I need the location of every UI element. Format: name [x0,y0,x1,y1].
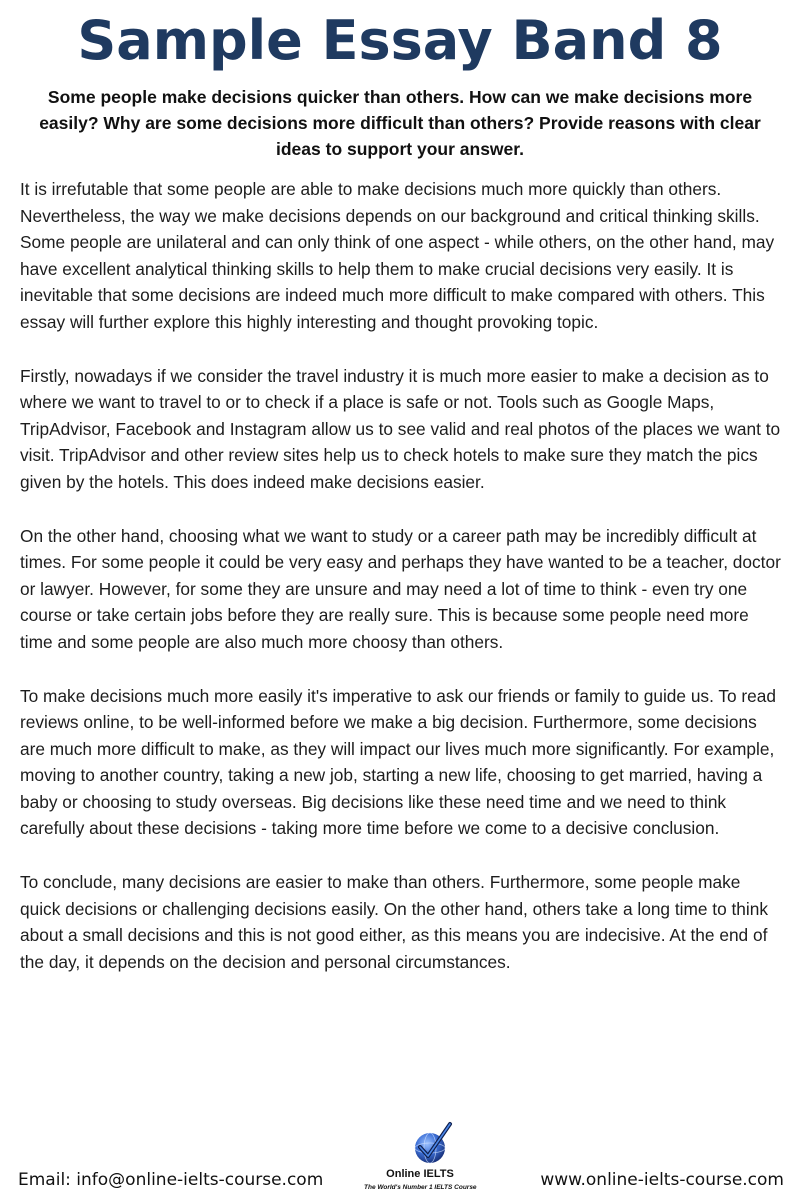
essay-paragraph-body-1: Firstly, nowadays if we consider the travel industry it is much more easier to make a decision as to where we want to travel to or to check if a place is safe or not. Tools such as Google Maps, TripAdvisor, Facebook and Instagram allow us to see valid and real photos of the places we want to visit. TripAdvisor and other review sites help us to check hotels to make sure they match the pics given by the hotels. This does indeed make decisions easier. [20,365,781,492]
essay-paragraph-body-2: On the other hand, choosing what we want to study or a career path may be incredibly difficult at times. For some people it could be very easy and perhaps they have wanted to be a teacher, doctor or lawyer. However, for some they are unsure and may need a lot of time to think - even try one course or take certain jobs before they are really sure. This is because some people need more time and some people are also much more choosy than others. [20,525,781,652]
globe-checkmark-icon [410,1120,454,1168]
online-ielts-logo [364,1118,490,1198]
essay-paragraph-introduction: It is irrefutable that some people are able to make decisions much more quickly than others. Nevertheless, the way we make decisions depends on our background and critical thinking skills. Some people are unilateral and can only think of one aspect - while others, on the other hand, may have excellent analytical thinking skills to help them to make crucial decisions very easily. It is inevitable that some decisions are indeed much more difficult to make compared with others. This essay will further explore this highly interesting and thought provoking topic. [20,179,775,332]
footer-email: Email: info@online-ielts-course.com [18,1170,324,1190]
footer-website: www.online-ielts-course.com [540,1170,784,1190]
essay-prompt: Some people make decisions quicker than others. How can we make decisions more easily? Why are some decisions more difficult than others? Provide reasons with clear ideas to support your answer. [39,87,761,159]
logo-tagline: The World's Number 1 IELTS Course [364,1184,477,1191]
essay-body [20,176,785,1002]
essay-paragraph-body-3: To make decisions much more easily it's imperative to ask our friends or family to guide us. To read reviews online, to be well-informed before we make a big decision. Furthermore, some decisions are much more difficult to make, as they will impact our lives much more significantly. For example, moving to another country, taking a new job, starting a new life, choosing to get married, having a baby or choosing to study overseas. Big decisions like these need time and we need to think carefully about these decisions - taking more time before we come to a decisive conclusion. [20,685,777,839]
page-title: Sample Essay Band 8 [77,9,723,72]
essay-paragraph-conclusion: To conclude, many decisions are easier to make than others. Furthermore, some people make quick decisions or challenging decisions easily. On the other hand, others take a long time to think about a small decisions and this is not good either, as this means you are indecisive. At the end of the day, it depends on the decision and personal circumstances. [20,872,769,972]
logo-name: Online IELTS [386,1168,454,1180]
page-footer [0,1118,800,1200]
